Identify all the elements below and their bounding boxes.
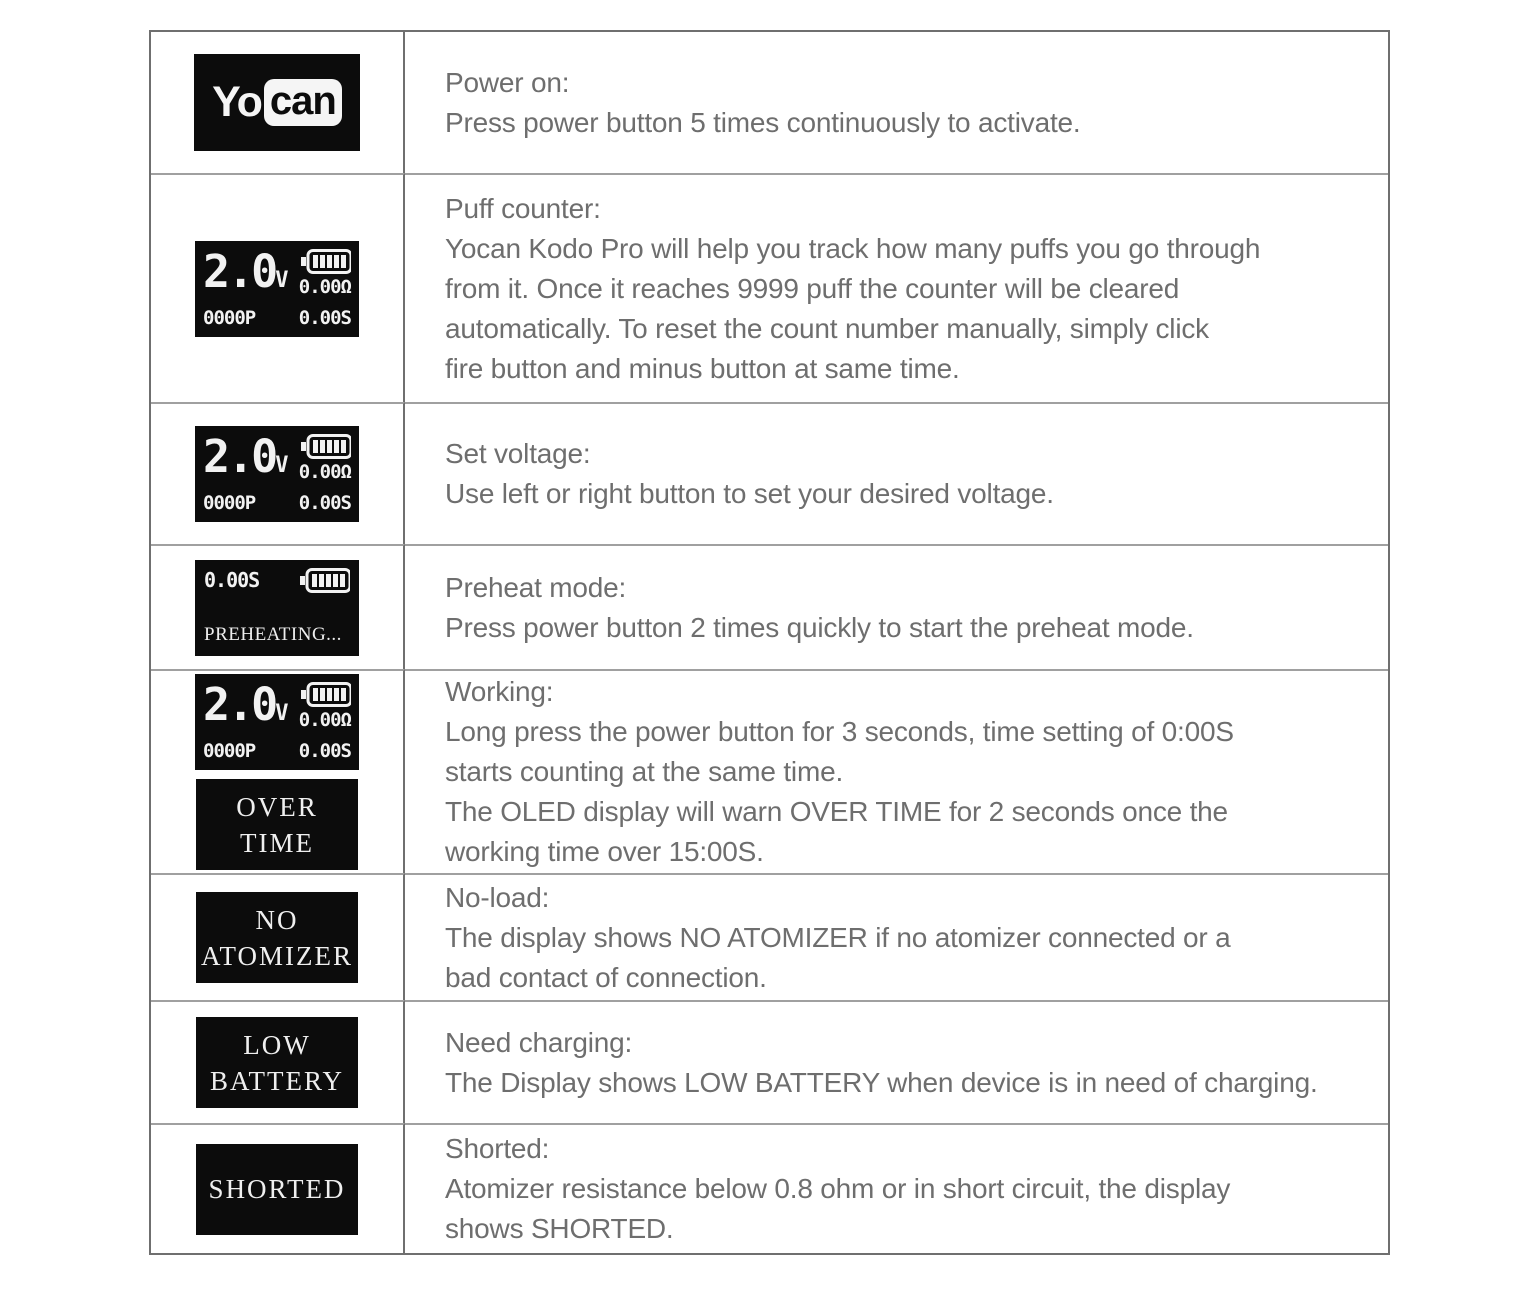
row-title: Puff counter: [445,192,601,224]
screen-cell-preheat [151,544,405,669]
description-cell-working [405,669,1388,873]
row-title: Set voltage: [445,438,591,469]
resistance-readout: 0.00Ω [298,275,351,298]
shorted-display: SHORTED [196,1144,358,1235]
row-title: No-load: [445,881,550,913]
description-line: The display shows NO ATOMIZER if no atomizer connected or a [445,921,1231,953]
description-line: The OLED display will warn OVER TIME for 2 seconds once the [445,796,1228,827]
overtime-display: OVER TIME [196,779,358,870]
description-line: Atomizer resistance below 0.8 ohm or in short circuit, the display [445,1173,1231,1204]
description-cell-set-voltage [405,402,1388,544]
screen-cell-no-load [151,873,405,1000]
description-line: shows SHORTED. [445,1213,674,1244]
puff-count-readout: 0000P [203,306,256,329]
battery-icon [301,249,351,274]
timer-readout: 0.00S [298,306,351,329]
screen-cell-shorted [151,1123,405,1253]
screen-cell-working [151,669,405,873]
logo-text-can: can [264,79,342,126]
resistance-readout: 0.00Ω [298,461,351,483]
preheat-display [195,560,359,656]
row-title: Shorted: [445,1133,550,1164]
screen-cell-power-on [151,32,405,173]
row-title: Preheat mode: [445,571,627,603]
description-line: from it. Once it reaches 9999 puff the counter will be cleared [445,272,1180,304]
description-cell-shorted [405,1123,1388,1253]
description-cell-preheat [405,544,1388,669]
description-line: Long press the power button for 3 seconds, time setting of 0:00S [445,716,1234,747]
no-atomizer-display: NO ATOMIZER [196,892,358,983]
description-line: Press power button 2 times quickly to start the preheat mode. [445,611,1194,643]
description-line: The Display shows LOW BATTERY when device is in need of charging. [445,1066,1318,1098]
device-manual-table [149,30,1390,1255]
oled-display [195,426,359,522]
description-cell-puff-counter [405,173,1388,402]
description-line: fire button and minus button at same time. [445,352,960,384]
preheat-timer-readout: 0.00S [204,568,260,592]
screen-cell-puff-counter [151,173,405,402]
row-title: Power on: [445,66,570,98]
timer-readout: 0.00S [298,492,351,514]
yocan-logo [194,54,360,151]
oled-display [195,674,359,770]
battery-icon [300,568,350,593]
description-line: starts counting at the same time. [445,756,844,787]
description-line: working time over 15:00S. [445,836,764,867]
row-title: Working: [445,676,554,707]
description-cell-power-on [405,32,1388,173]
description-line: Yocan Kodo Pro will help you track how many puffs you go through [445,232,1261,264]
voltage-readout: 2.0V [203,678,289,731]
voltage-readout: 2.0V [203,430,289,483]
battery-icon [301,434,351,459]
oled-display [195,241,359,337]
low-battery-display: LOW BATTERY [196,1017,358,1108]
description-line: bad contact of connection. [445,961,767,993]
row-title: Need charging: [445,1026,633,1058]
screen-cell-set-voltage [151,402,405,544]
screen-cell-need-charging [151,1000,405,1123]
resistance-readout: 0.00Ω [298,709,351,731]
description-cell-no-load [405,873,1388,1000]
puff-count-readout: 0000P [203,740,256,762]
description-line: automatically. To reset the count number manually, simply click [445,312,1209,344]
battery-icon [301,682,351,707]
logo-text-yo: Yo [212,78,262,126]
description-line: Press power button 5 times continuously to activate. [445,106,1081,138]
description-line: Use left or right button to set your desired voltage. [445,478,1054,509]
timer-readout: 0.00S [298,740,351,762]
voltage-readout: 2.0V [203,244,289,298]
puff-count-readout: 0000P [203,492,256,514]
preheating-label: PREHEATING... [204,623,342,645]
description-cell-need-charging [405,1000,1388,1123]
